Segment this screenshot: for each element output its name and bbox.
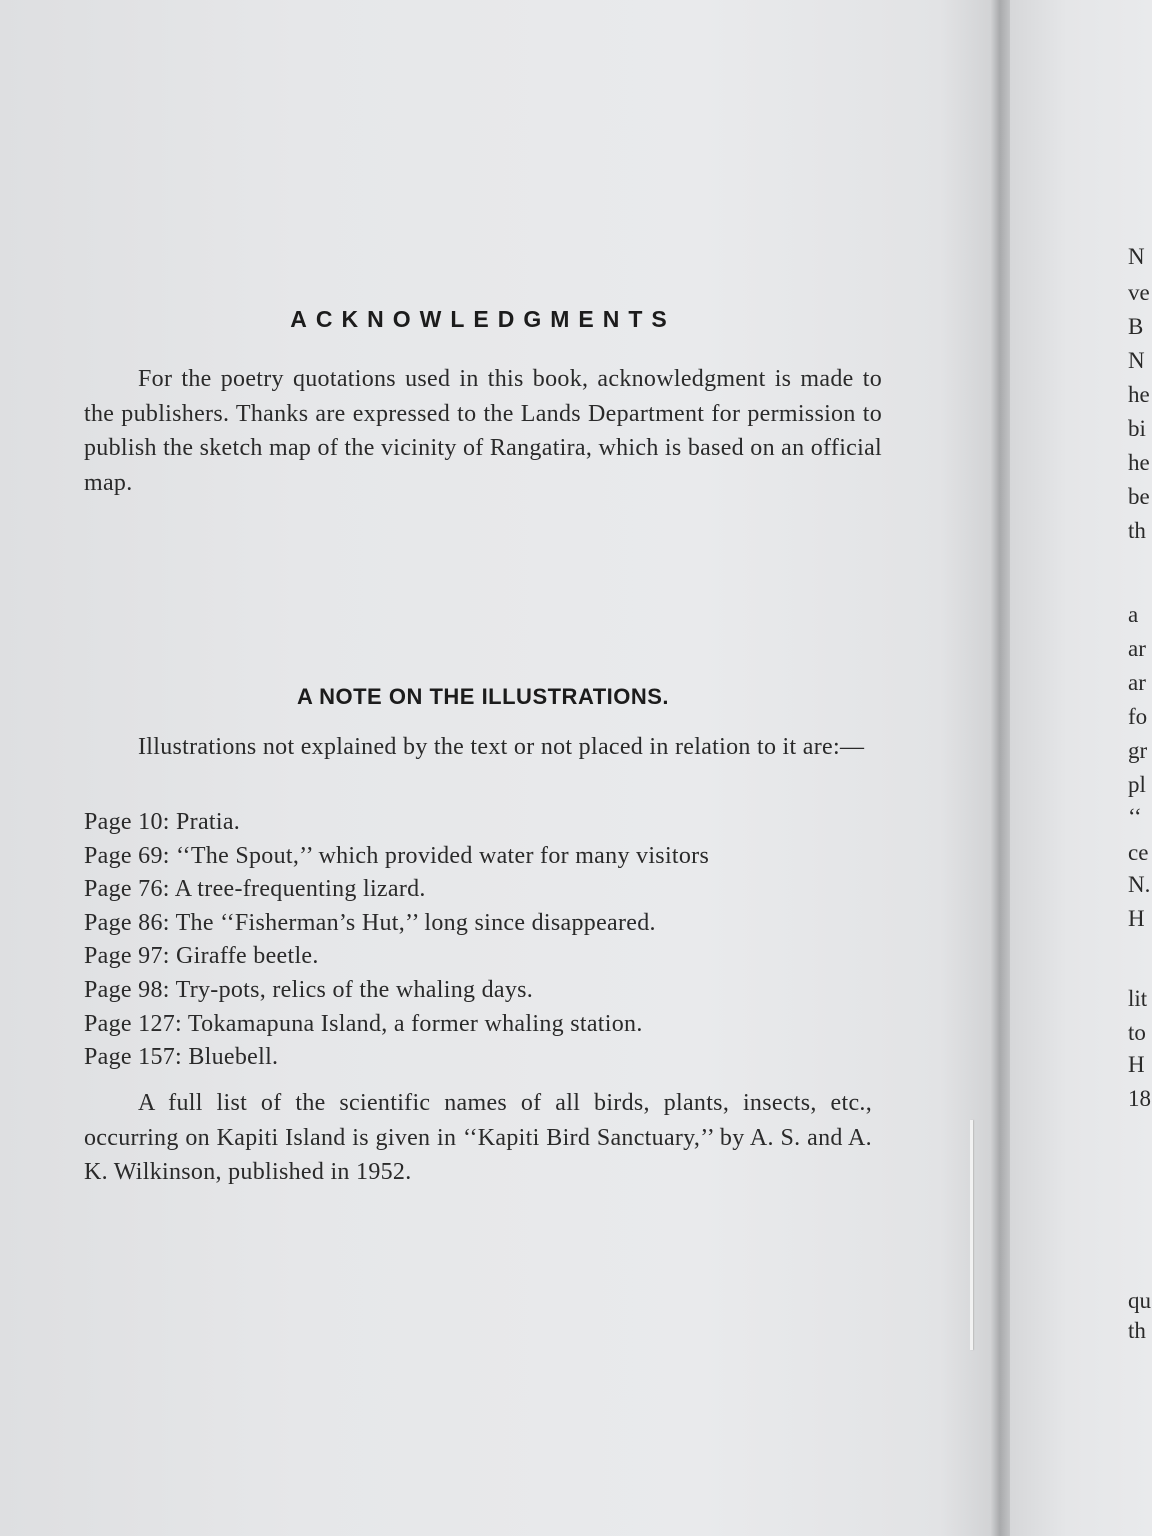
facing-page-fragment: ‘‘ [1128, 804, 1142, 829]
facing-page-fragment: fo [1128, 704, 1148, 729]
list-item: Page 127: Tokamapuna Island, a former whaling station. [84, 1010, 643, 1037]
facing-page-fragment: bi [1128, 416, 1146, 441]
page-edge-strip [970, 1120, 973, 1350]
facing-page-fragment: to [1128, 1020, 1146, 1045]
facing-page-fragment: he [1128, 450, 1150, 475]
facing-page-fragment: N [1128, 348, 1145, 373]
facing-page-fragment: B [1128, 314, 1144, 339]
facing-page-fragment: 18 [1128, 1086, 1151, 1111]
facing-page-fragment: ar [1128, 670, 1146, 695]
facing-page-fragment: N. [1128, 872, 1151, 897]
facing-page-fragment: lit [1128, 986, 1148, 1011]
facing-page-fragment: N [1128, 244, 1145, 269]
list-item: Page 69: ‘‘The Spout,’’ which provided water for many visitors [84, 842, 710, 869]
list-item: Page 10: Pratia. [84, 809, 241, 835]
facing-page-fragment: pl [1128, 772, 1146, 797]
facing-page-fragment: a [1128, 602, 1139, 627]
illustrations-list [84, 806, 884, 1075]
facing-page-fragment: be [1128, 484, 1150, 509]
facing-page-fragment: gr [1128, 738, 1148, 763]
list-item: Page 97: Giraffe beetle. [84, 943, 319, 970]
facing-page-fragment: he [1128, 382, 1150, 407]
facing-page-fragment: ce [1128, 840, 1149, 865]
facing-page-fragment: th [1128, 518, 1146, 543]
list-item: Page 86: The ‘‘Fisherman’s Hut,’’ long since disappeared. [84, 909, 656, 936]
facing-page-fragment: H [1128, 906, 1145, 931]
book-gutter [990, 0, 1012, 1536]
illustrations-note-heading: A NOTE ON THE ILLUSTRATIONS. [296, 684, 670, 709]
list-item: Page 98: Try-pots, relics of the whaling days. [84, 976, 534, 1003]
list-item: Page 76: A tree-frequenting lizard. [84, 876, 426, 903]
closing-paragraph: A full list of the scientific names of all birds, plants, insects, etc., occurring on Kapiti Island is given in ‘‘Kapiti Bird Sanctuary,’’ by A. S. and A. K. Wilkinson, published in 1952. [84, 1090, 872, 1185]
illustrations-intro: Illustrations not explained by the text or not placed in relation to it are:— [138, 734, 865, 760]
facing-page-fragment: th [1128, 1318, 1146, 1343]
facing-page-text [1128, 0, 1152, 1536]
facing-page-fragment: qu [1128, 1288, 1151, 1313]
list-item: Page 157: Bluebell. [84, 1044, 279, 1071]
facing-page-fragment: ar [1128, 636, 1146, 661]
acknowledgments-heading: ACKNOWLEDGMENTS [290, 306, 676, 332]
acknowledgments-paragraph: For the poetry quotations used in this book, acknowledgment is made to the publishers. Thanks are expressed to the Lands Department for permission to publish the sketch map of the vicinity of Rangatira, which is based on an official map. [84, 366, 882, 496]
facing-page-fragment: ve [1128, 280, 1150, 305]
facing-page-fragment: H [1128, 1052, 1145, 1077]
